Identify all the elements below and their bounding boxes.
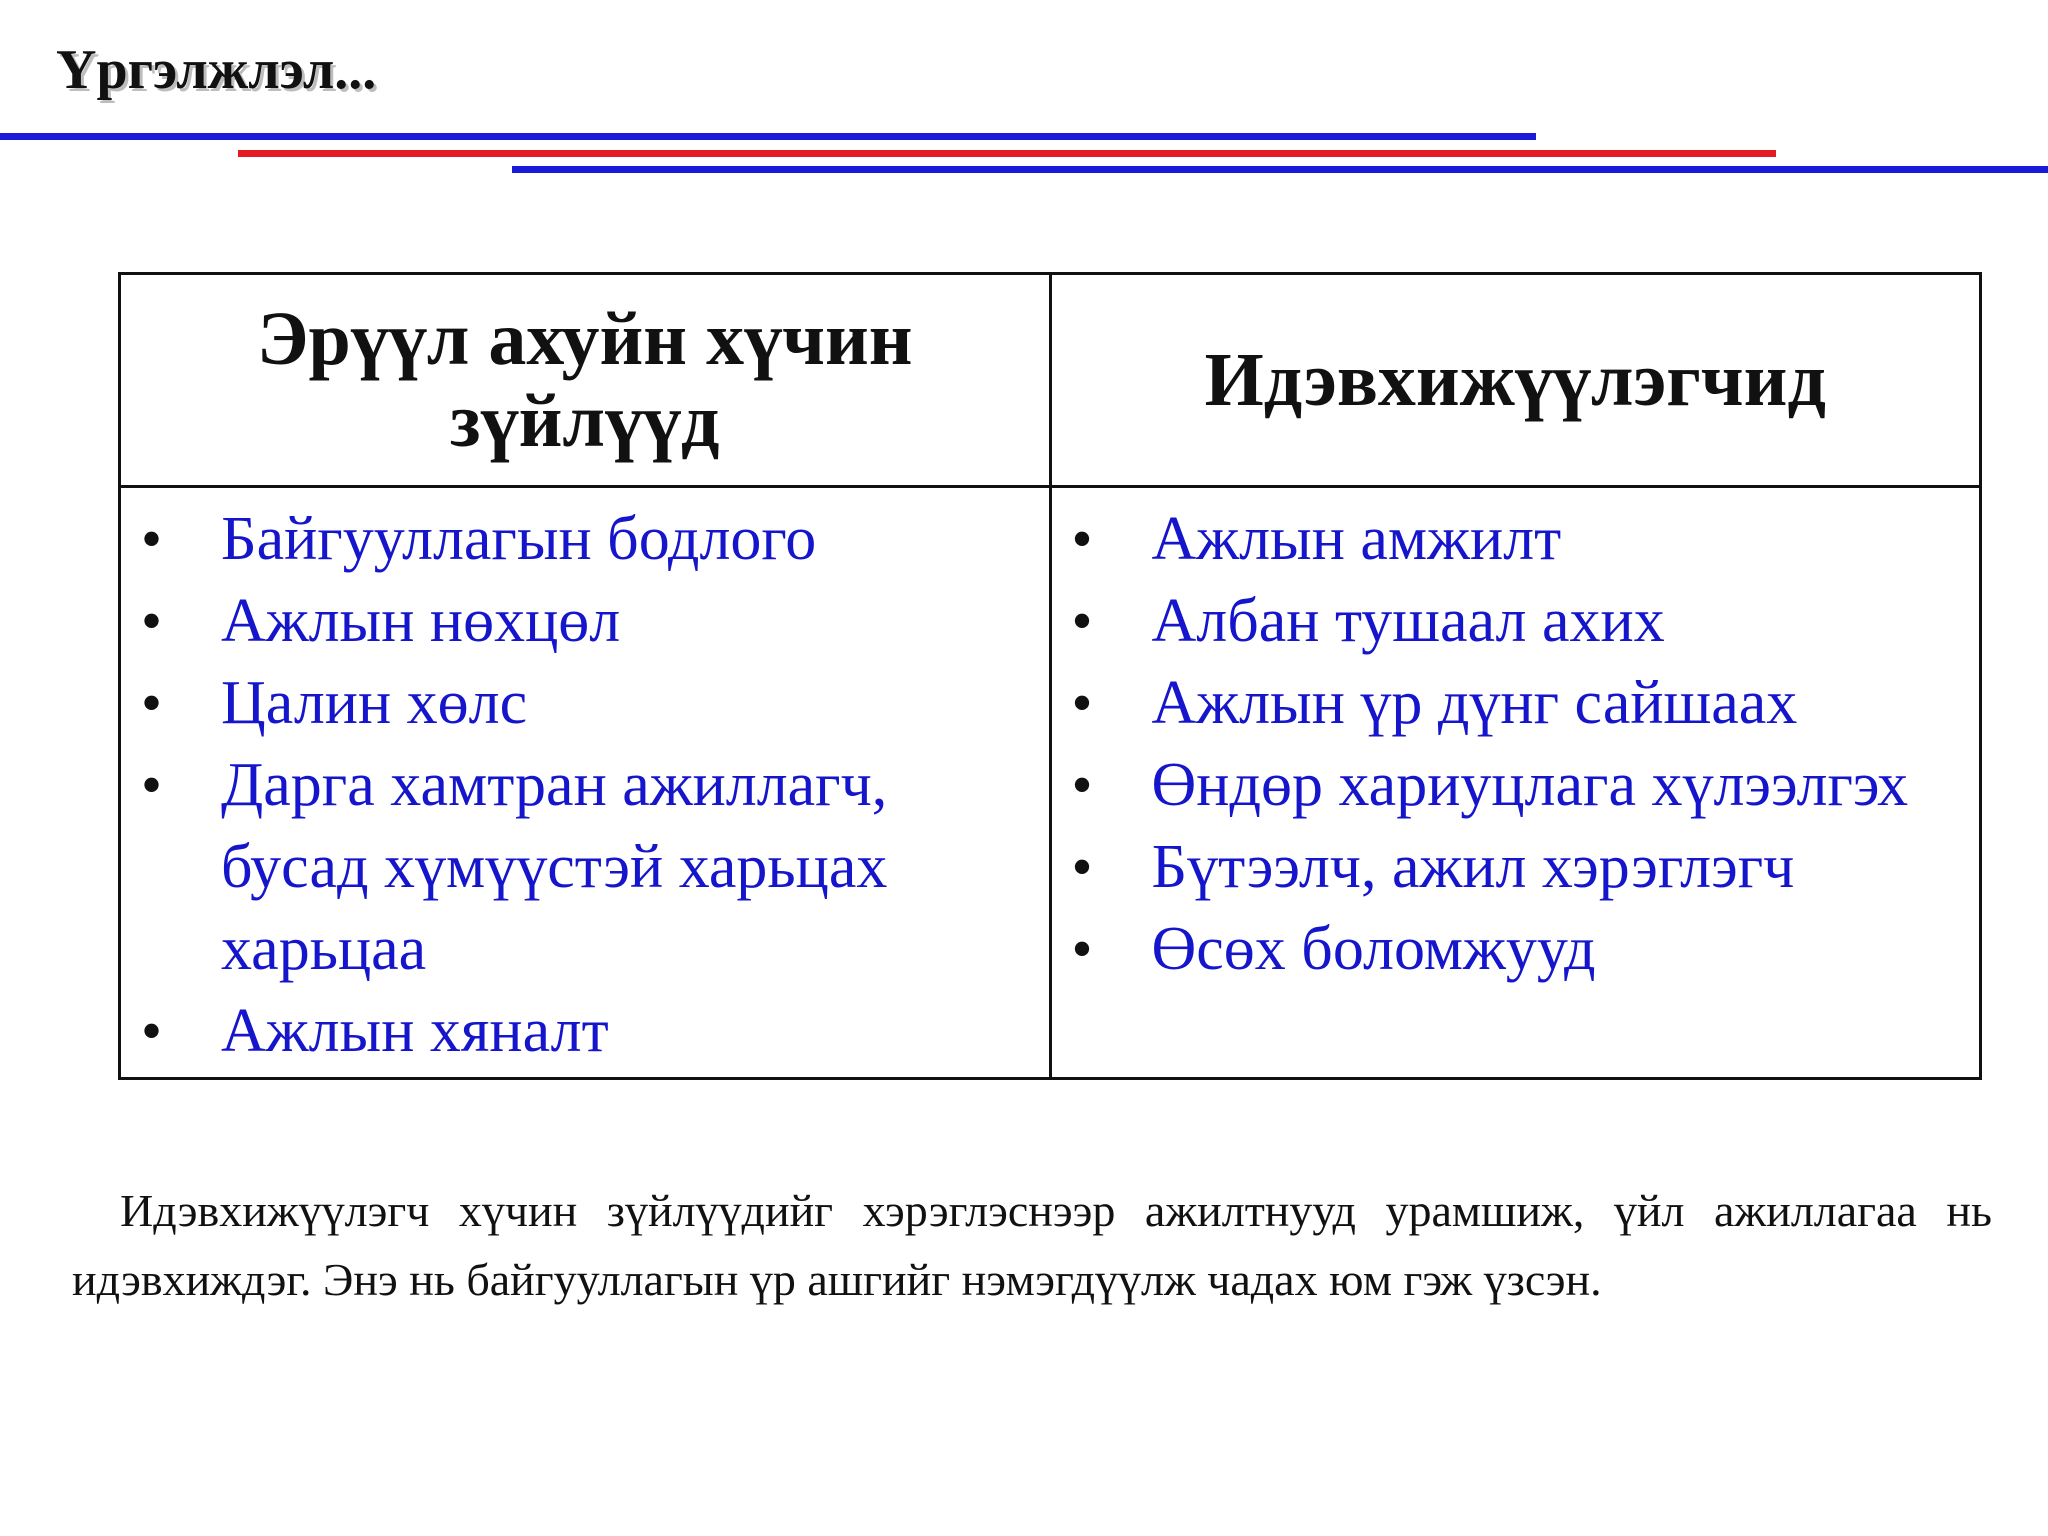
list-item: • Ажлын нөхцөл [141, 580, 1049, 662]
list-item: • Цалин хөлс [141, 662, 1049, 744]
comparison-table [118, 272, 1982, 1080]
list-item: • Өсөх боломжууд [1072, 908, 1980, 990]
motivators-list [1052, 498, 1980, 990]
list-item: • Дарга хамтран ажиллагч, бусад хүмүүстэй харьцах харьцаа [141, 744, 1049, 990]
hygiene-factors-list [121, 498, 1049, 1072]
decorative-rule-top [0, 133, 1536, 140]
list-item: • Ажлын хяналт [141, 990, 1049, 1072]
slide-title: Үргэлжлэл... [56, 39, 377, 101]
list-item: • Бүтээлч, ажил хэрэглэгч [1072, 826, 1980, 908]
list-item: • Ажлын амжилт [1072, 498, 1980, 580]
column-header-hygiene-factors: Эрүүл ахуйн хүчин зүйлүүд [120, 274, 1051, 487]
decorative-rule-bottom [512, 166, 2048, 173]
column-header-motivators: Идэвхижүүлэгчид [1050, 274, 1981, 487]
decorative-rule-middle [238, 150, 1776, 157]
list-item: • Өндөр хариуцлага хүлээлгэх [1072, 744, 1980, 826]
motivators-cell [1050, 487, 1981, 1079]
list-item: • Албан тушаал ахих [1072, 580, 1980, 662]
summary-paragraph: Идэвхижүүлэгч хүчин зүйлүүдийг хэрэглэснээр ажилтнууд урамшиж, үйл ажиллагаа нь идэвхиждэг. Энэ нь байгууллагын үр ашгийг нэмэгдүүлж чадах юм гэж үзсэн. [72, 1185, 1992, 1305]
list-item: • Ажлын үр дүнг сайшаах [1072, 662, 1980, 744]
list-item: • Байгууллагын бодлого [141, 498, 1049, 580]
hygiene-factors-cell [120, 487, 1051, 1079]
